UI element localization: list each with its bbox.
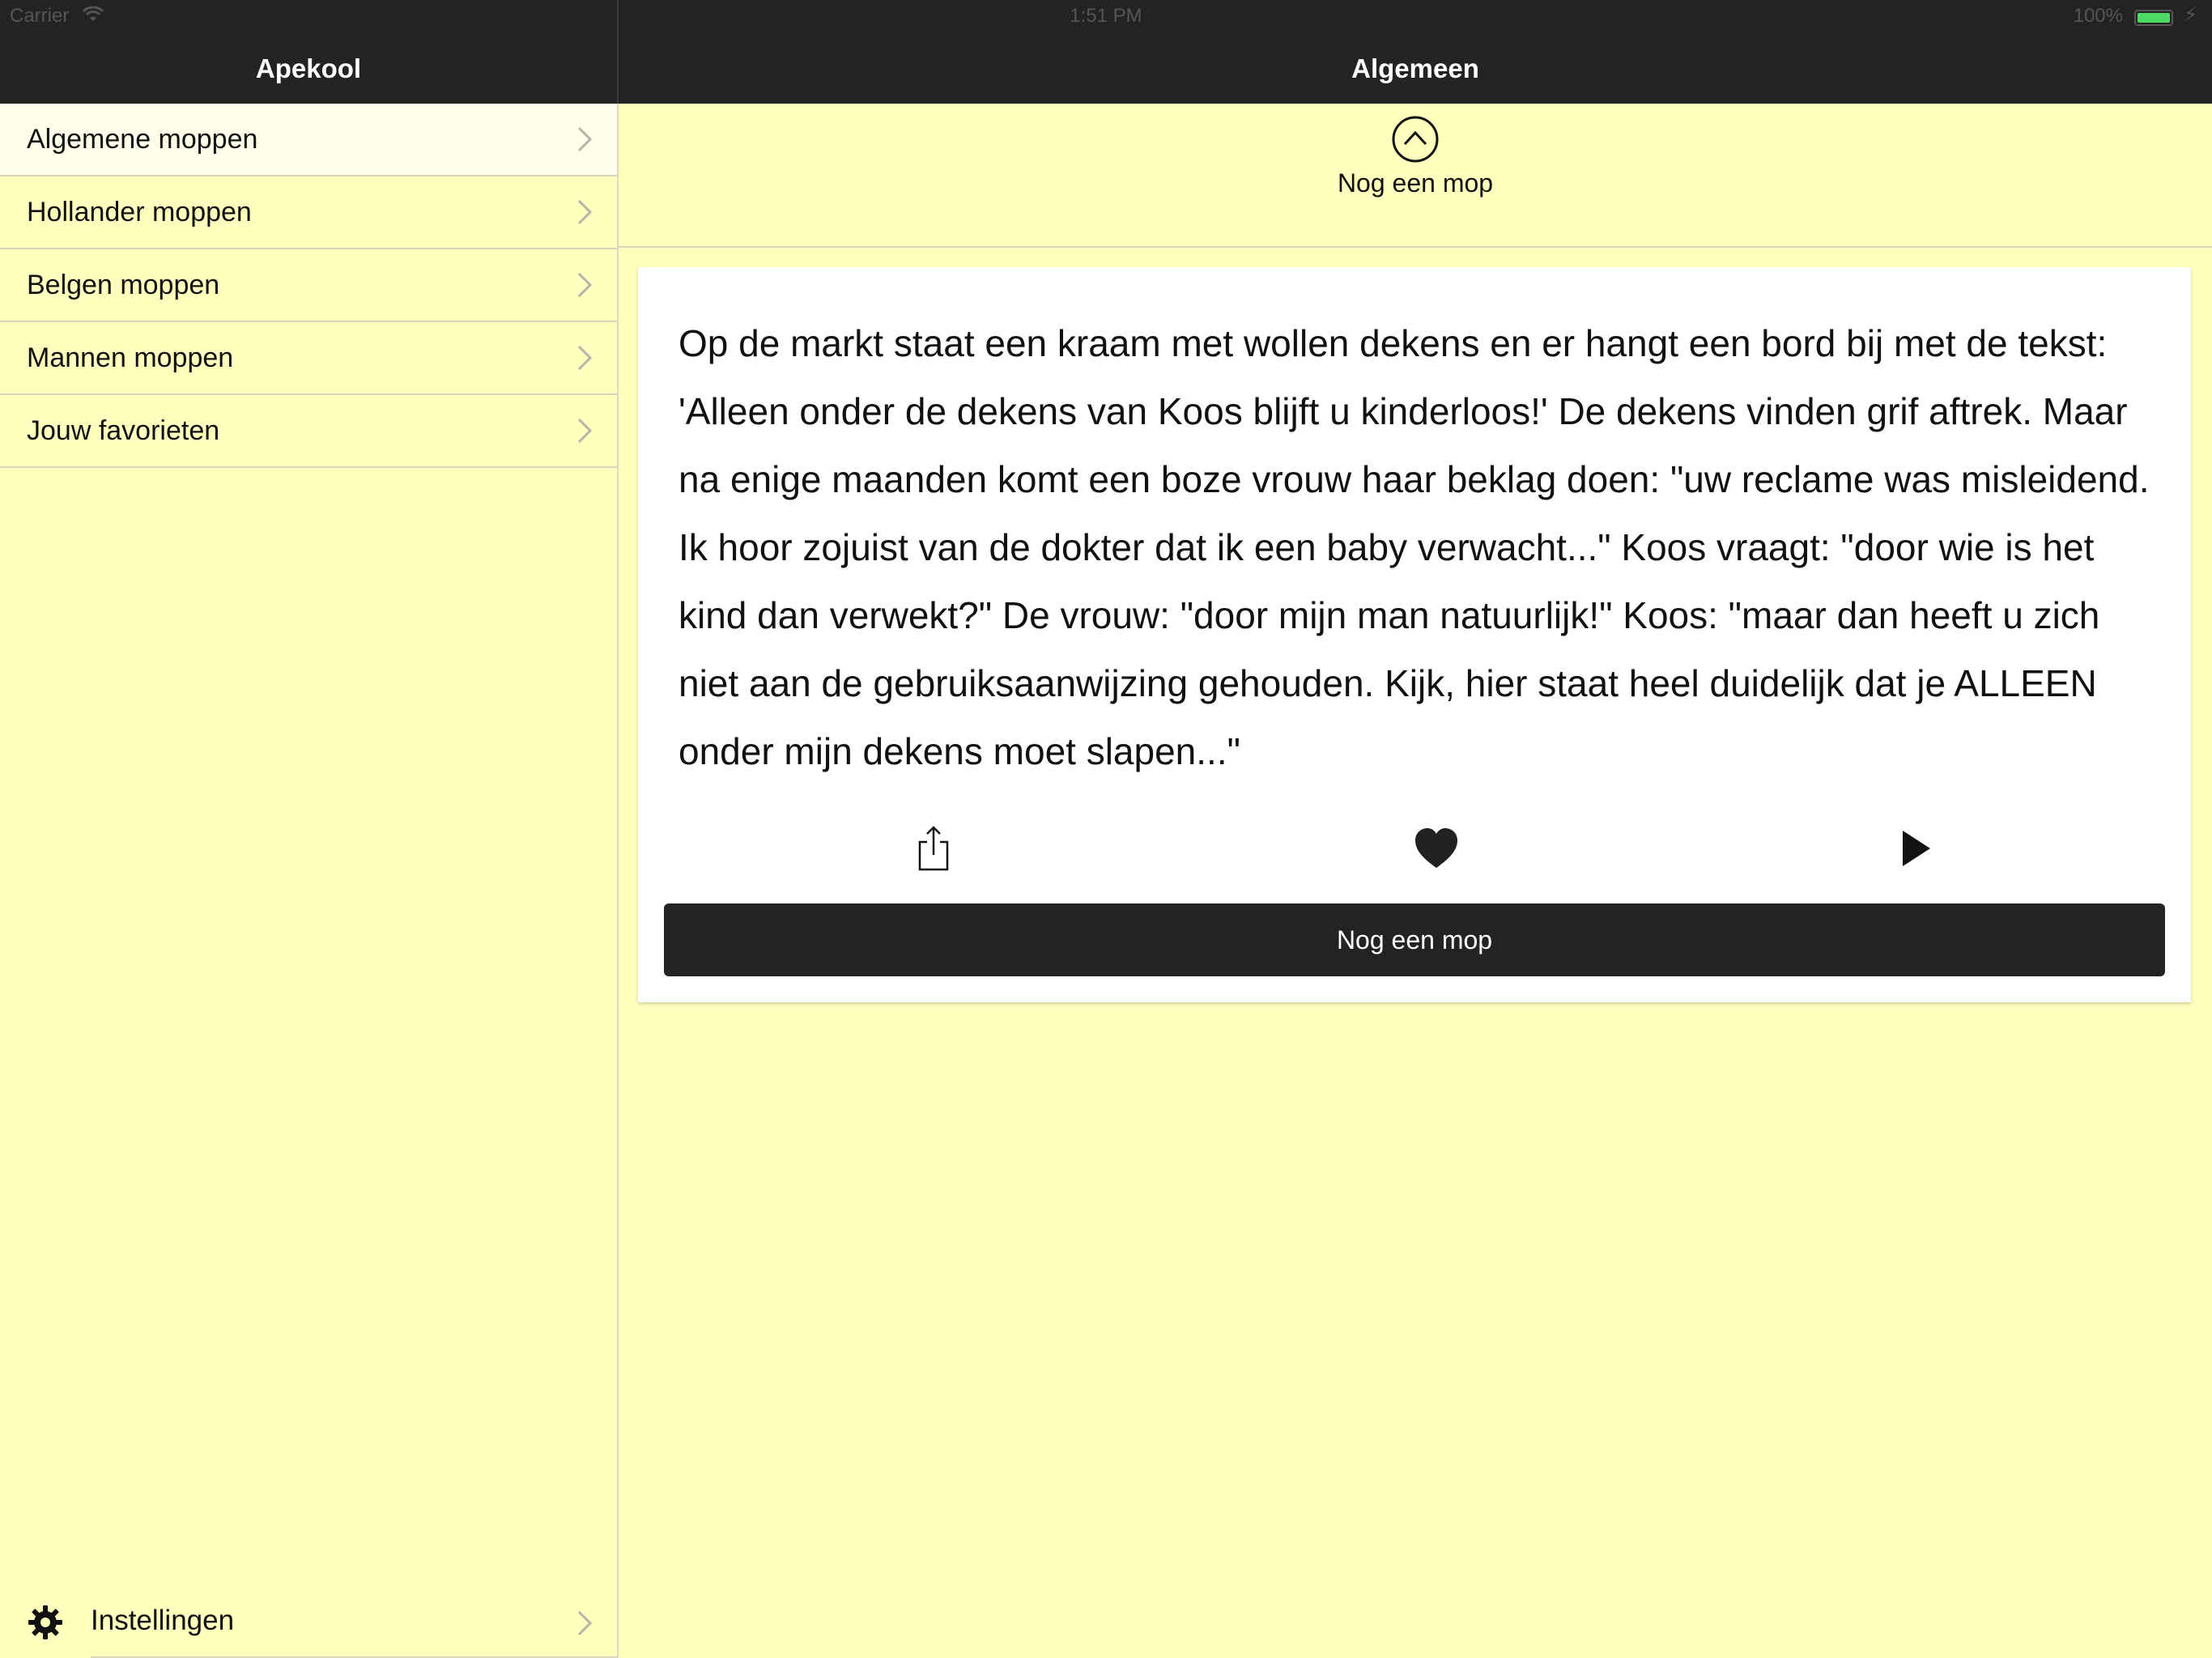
next-joke-pull-label: Nog een mop: [1337, 168, 1494, 198]
sidebar-item-mannen-moppen[interactable]: [0, 322, 617, 395]
charging-icon: ⚡: [2184, 4, 2197, 26]
sidebar-item-label: Hollander moppen: [27, 196, 252, 227]
carrier-label: Carrier: [10, 5, 70, 27]
sidebar-item-label: Algemene moppen: [27, 123, 258, 155]
sidebar: [0, 104, 617, 1658]
master-nav-bar: [0, 34, 617, 104]
master-title: Apekool: [255, 53, 362, 83]
detail-nav-bar: [619, 34, 2212, 104]
share-icon[interactable]: [913, 824, 954, 873]
chevron-right-icon: [576, 344, 593, 372]
joke-card: [638, 267, 2191, 1002]
next-joke-button-label: Nog een mop: [1336, 925, 1493, 954]
detail-title: Algemeen: [1351, 53, 1479, 83]
battery-icon: [2134, 10, 2173, 26]
sidebar-item-label: Belgen moppen: [27, 269, 220, 300]
gear-icon: [28, 1605, 63, 1640]
sidebar-item-belgen-moppen[interactable]: [0, 249, 617, 322]
settings-row[interactable]: [0, 1588, 617, 1658]
joke-text: Op de markt staat een kraam met wollen dekens en er hangt een bord bij met de tekst: 'Alleen onder de dekens van Koos blijft u kinderloos!' De dekens vinden grif aftrek. Maar na enige maanden komt een boze vrouw haar beklag doen: "uw reclame was misleidend. Ik hoor zojuist van de dokter dat ik een baby verwacht..." Koos vraagt: "door wie is het kind dan verwekt?" De vrouw: "door mijn man natuurlijk!" Koos: "maar dan heeft u zich niet aan de gebruiksaanwijzing gehouden. Kijk, hier staat heel duidelijk dat je ALLEEN onder mijn dekens moet slapen...": [678, 322, 2150, 772]
sidebar-item-jouw-favorieten[interactable]: [0, 395, 617, 468]
next-joke-pull[interactable]: [619, 104, 2212, 248]
chevron-right-icon: [576, 271, 593, 299]
chevron-up-circle-icon[interactable]: [1391, 115, 1440, 164]
status-bar: [0, 0, 2212, 34]
detail-pane: [619, 104, 2212, 1658]
next-joke-button[interactable]: [664, 903, 2165, 976]
sidebar-item-label: Jouw favorieten: [27, 414, 220, 446]
chevron-right-icon: [576, 1609, 593, 1637]
battery-percentage: 100%: [2073, 5, 2123, 27]
play-icon[interactable]: [1898, 827, 1933, 869]
chevron-right-icon: [576, 125, 593, 153]
heart-icon[interactable]: [1412, 826, 1461, 871]
sidebar-item-label: Mannen moppen: [27, 342, 234, 373]
settings-label: Instellingen: [91, 1605, 235, 1636]
split-divider-top: [617, 0, 619, 104]
chevron-right-icon: [576, 198, 593, 226]
sidebar-item-algemene-moppen[interactable]: [0, 104, 617, 176]
sidebar-item-hollander-moppen[interactable]: [0, 176, 617, 249]
status-time: 1:51 PM: [1070, 5, 1142, 27]
chevron-right-icon: [576, 417, 593, 444]
